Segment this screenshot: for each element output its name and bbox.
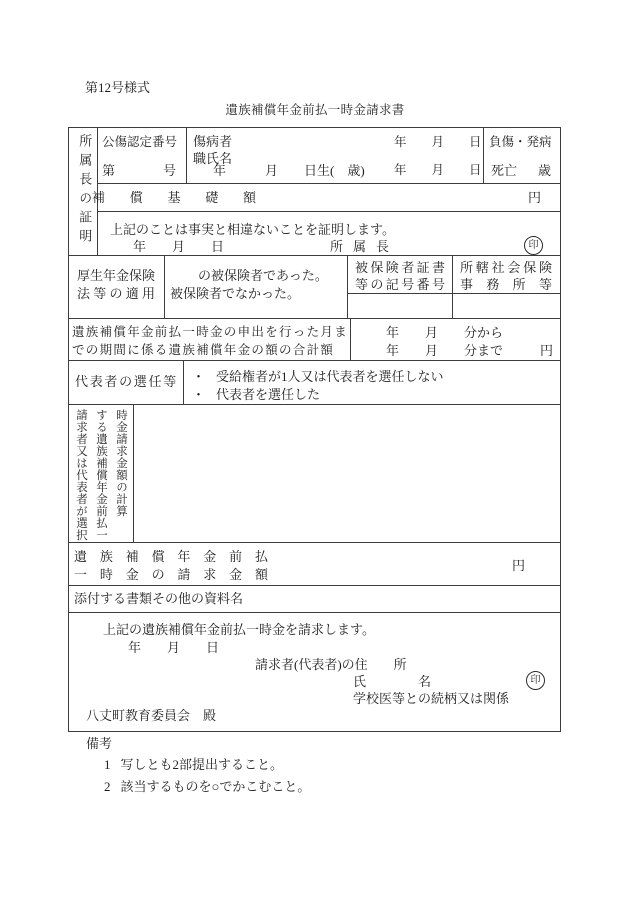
social-insurance-office-header-line1: 所轄社会保険 [460, 260, 552, 275]
death-date-line: 年 月 日 [394, 163, 482, 177]
grid-vline [164, 255, 165, 318]
injured-person-label-line2: 職氏名 [193, 151, 233, 166]
total-amount-from-line: 年 月 分から [386, 325, 504, 340]
note-item [104, 757, 283, 773]
calculation-header [71, 409, 131, 541]
grid-hline [68, 542, 561, 543]
death-label: 死亡 [491, 163, 518, 178]
grid-vline [186, 127, 187, 183]
total-amount-label-line2: での期間に係る遺族補償年金の額の合計額 [72, 343, 335, 357]
total-amount-to-line: 年 月 分まで [386, 343, 504, 358]
claimant-name-label: 氏 名 [353, 674, 432, 689]
affiliation-head-cert-side-label: 所属長の証明 [77, 134, 93, 248]
grid-hline [97, 211, 561, 212]
notes-heading: 備考 [86, 736, 113, 751]
birthdate-line: 年 月 日生( 歳) [213, 163, 365, 178]
claim-amount-unit: 円 [512, 558, 526, 573]
bullet-icon: ・ [192, 369, 206, 384]
certification-statement: 上記のことは事実と相違ないことを証明します。 [110, 222, 395, 237]
grid-vline [347, 255, 348, 318]
injury-date-line: 年 月 日 [394, 135, 482, 149]
certification-seal-icon [524, 236, 543, 255]
note-item-number: 1 [104, 757, 111, 772]
affiliation-head-label: 所属長 [330, 239, 389, 254]
page-title: 遺族補償年金前払一時金請求書 [225, 103, 405, 117]
calculation-header-column: 時金請求金額の計算 [115, 409, 127, 517]
pension-law-label-line2: 法等の適用 [77, 286, 155, 301]
grid-hline [68, 612, 561, 613]
grid-vline [133, 404, 134, 542]
grid-vline [452, 255, 453, 318]
claimant-address-label: 請求者(代表者)の住 所 [255, 657, 407, 672]
total-amount-unit: 円 [540, 343, 554, 358]
insured-cert-number-header-line1: 被保険者証書 [355, 260, 445, 275]
death-age-row [483, 163, 561, 179]
request-date-line: 年 月 日 [128, 640, 220, 655]
injury-cert-number-suffix: 号 [162, 163, 176, 178]
note-item-text: 写しとも2部提出すること。 [120, 757, 284, 772]
base-compensation-unit: 円 [528, 190, 542, 205]
death-age-unit: 歳 [537, 163, 551, 178]
calculation-header-column: する遺族補償年金前払一 [95, 409, 107, 541]
representative-selection-label: 代表者の選任等 [75, 374, 178, 389]
injury-onset-label: 負傷・発病 [489, 135, 552, 149]
grid-hline [68, 585, 561, 586]
representative-option-text: 受給権者が1人又は代表者を選任しない [216, 369, 444, 384]
certification-date-line: 年 月 日 [133, 239, 225, 254]
seal-character: 印 [528, 239, 539, 251]
note-item-number: 2 [104, 779, 111, 794]
injured-person-label-line1: 傷病者 [193, 134, 233, 149]
grid-vline [183, 360, 184, 404]
grid-hline [68, 360, 561, 361]
note-item [104, 779, 310, 795]
claimant-relation-label: 学校医等との続柄又は関係 [353, 691, 510, 706]
claimant-seal-icon [526, 671, 545, 690]
pension-option-insured: の被保険者であった。 [198, 268, 328, 283]
seal-character: 印 [530, 674, 541, 686]
attachments-label: 添付する書類その他の資料名 [74, 591, 244, 606]
representative-option-row [192, 369, 444, 385]
representative-option-row [192, 387, 320, 403]
pension-law-label-line1: 厚生年金保険 [77, 268, 156, 283]
form-number: 第12号様式 [85, 80, 151, 95]
claim-amount-label-line2: 一時金の請求金額 [74, 567, 268, 582]
claim-amount-label-line1: 遺族補償年金前払 [74, 549, 268, 564]
request-statement: 上記の遺族補償年金前払一時金を請求します。 [103, 622, 375, 637]
representative-option-text: 代表者を選任した [216, 387, 321, 402]
base-compensation-label: 補償基礎額 [92, 190, 256, 205]
injury-cert-number-prefix: 第 [102, 163, 116, 178]
bullet-icon: ・ [192, 387, 206, 402]
grid-hline [68, 404, 561, 405]
grid-hline [68, 318, 561, 319]
insured-cert-number-header-line2: 等の記号番号 [355, 277, 445, 292]
social-insurance-office-header-line2: 事務所等 [460, 277, 552, 292]
note-item-text: 該当するものを○でかこむこと。 [120, 779, 311, 794]
calculation-header-column: 請求者又は代表者が選択 [75, 409, 87, 541]
addressee: 八丈町教育委員会 殿 [86, 708, 217, 723]
grid-vline [350, 318, 351, 360]
injury-cert-number-row [102, 163, 176, 179]
total-amount-label-line1: 遺族補償年金前払一時金の申出を行った月ま [72, 325, 349, 339]
pension-option-not-insured: 被保険者でなかった。 [170, 286, 301, 301]
grid-hline [97, 183, 561, 184]
injury-cert-number-label: 公傷認定番号 [102, 135, 178, 149]
